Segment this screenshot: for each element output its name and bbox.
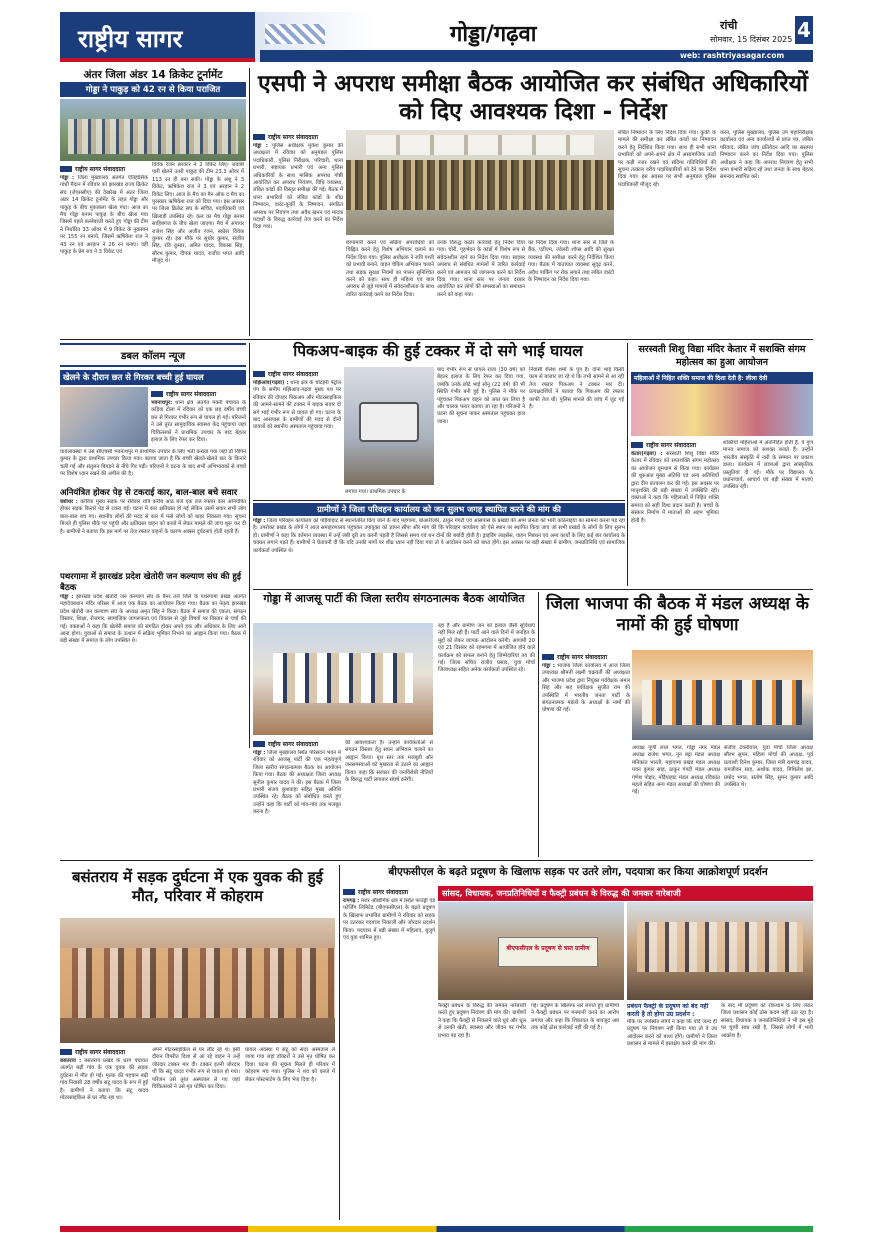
pickup-headline: पिकअप-बाइक की हुई टक्कर में दो सगे भाई घायल bbox=[293, 342, 583, 360]
girl-fall-headline: खेलने के दौरान छत से गिरकर बच्ची हुई घायल bbox=[60, 370, 246, 385]
cricket-headline: अंतर जिला अंडर 14 क्रिकेट टूर्नामेंट bbox=[83, 69, 223, 81]
ajsu-col-3: रहा है और ग्रामीण जन को इलाज जैसी सुविधाएं नहीं मिल रही हैं। पार्टी आने वाले दिनों में जनहित के मुद्दों को लेकर व्यापक आंदोलन करेगी। आगामी 20 एवं 21 दिसंबर को रहमगमा में आयोजित होने वाले कार्यक्रम को सफल बनाने हेतु जिम्मेदारियां तय की गईं। जिला सचिव राजीव प्रसाद, युवा मोर्चा जिलाध्यक्ष सहित अनेक कार्यकर्ता उपस्थित रहे। bbox=[438, 623, 535, 674]
cricket-body-1: जिला मुख्यालय अंतर्गत ऐतिहासिक गांधी मैदान में रविवार को झारखंड राज्य क्रिकेट संघ (जेएससीए) की देखरेख में अंतर जिला अंडर 14 क्रिकेट टूर्नामेंट के तहत गोड्डा और पाकुड़ के बीच मुकाबला खेला गया। आज का मैच गोड्डा बनाम पाकुड़ के बीच खेला गया जिसमें पहले बल्लेबाजी करते हुए गोड्डा की टीम ने निर्धारित 33 ओवर में 9 विकेट के नुकसान पर 155 रन बनाये, जिसमें ऋषिकेश राज ने 43 रन एवं अरहान ने 26 रन बनाए। वहीं पाकुड़ के प्रेम राय ने 3 विकेट एवं bbox=[60, 175, 148, 256]
footer-strip bbox=[60, 1226, 813, 1232]
sp-col-2: छापामारी करने एवं सक्रिय अपराधियों को चिह्नित करने हेतु विशेष अभियान चलाने का निर्देश दिया गया। पुलिस अधीक्षक ने रात्रि गश्ती को प्रभावी बनाने, वाहन चेकिंग अभियान चलाने तथा सड़क सुरक्षा नियमों का पालन सुनिश्चित करने को कहा। साथ ही महिला एवं बाल अपराध से जुड़े मामलों में संवेदनशीलता के साथ त्वरित कार्रवाई करने का निर्देश दिया। bbox=[346, 240, 434, 298]
khetori-headline: पथरगामा में झारखंड प्रदेश खेतोरी जन कल्याण संघ की हुई बैठक bbox=[60, 572, 242, 593]
pickup-col-1: राष्ट्रीय सागर संवाददाता मझिआंव(गढ़वा) : थाना क्षेत्र के चोटहरी पेट्रोल पंप के समीप मझिआंव-गढ़वा मुख्य पथ पर रविवार की दोपहर पिकअप और मोटरसाइकिल की आमने-सामने की टक्कर में बाइक सवार दो सगे भाई गंभीर रूप से घायल हो गए। घटना के बाद आसपास के ग्रामीणों की मदद से दोनों घायलों को स्थानीय अस्पताल पहुंचाया गया। bbox=[253, 371, 341, 431]
paper-name: राष्ट्रीय सागर bbox=[78, 24, 183, 53]
bjp-photo bbox=[632, 650, 813, 740]
bfcl-subhead-bar: सांसद, विधायक, जनप्रतिनिधियों व फैक्ट्री प्रबंधन के विरुद्ध की जमकर नारेबाजी bbox=[438, 886, 813, 901]
bfcl-rally-photo-2 bbox=[627, 902, 813, 1000]
transport-body: गोड्डा : जिला परिवहन कार्यालय को पोड़ैयाहाट से स्थानांतरित किए जाने के बाद महगामा, बोआरीजोर, ठाकुर गंगटी एवं आसपास के प्रखंडों की आम जनता को भारी कठिनाइयों का सामना करना पड़ रहा है। उपरोक्त प्रखंड के लोगों ने आज समाहरणालय पहुंचकर उपायुक्त को ज्ञापन सौंपा और मांग की कि परिवहन कार्यालय को ऐसे स्थान पर स्थापित किया जाए जो सभी प्रखंडों के लोगों के लिए सुलभ हो। ग्रामीणों ने कहा कि वर्तमान व्यवस्था में उन्हें लंबी दूरी तय करनी पड़ती है जिससे समय एवं धन दोनों की बर्बादी होती है। ड्राइविंग लाइसेंस, वाहन निबंधन एवं अन्य कार्यों के लिए कई बार कार्यालय के चक्कर लगाने पड़ते हैं। ग्रामीणों ने चेतावनी दी कि यदि उनकी मांगों पर शीघ्र ध्यान नहीं दिया गया तो वे आंदोलन करने को बाध्य होंगे। इस अवसर पर बड़ी संख्या में ग्रामीण, जनप्रतिनिधि एवं सामाजिक कार्यकर्ता उपस्थित थे। bbox=[253, 518, 625, 554]
transport-headline: ग्रामीणों ने जिला परिवहन कार्यालय को जन सुलभ जगह स्थापित करने की मांग की bbox=[253, 503, 625, 516]
sp-meeting-photo bbox=[346, 130, 614, 235]
page-number: 4 bbox=[795, 16, 813, 44]
sp-col-6: करने, पुलिस मुख्यालय, पुलिस उप महानिरीक्षक कार्यालय एवं अन्य कार्यालयों से प्राप्त पत्र, लंबित परिवाद, लंबित जांच प्रतिवेदन आदि का ससमय निष्पादन करने का निर्देश दिया गया। पुलिस अधीक्षक ने कहा कि अपराध नियंत्रण हेतु सभी थाना प्रभारी सक्रिय रहें तथा जनता के साथ बेहतर समन्वय स्थापित करें। bbox=[720, 130, 813, 181]
date: सोमवार, 15 दिसंबर 2025 bbox=[710, 35, 793, 44]
cricket-photo bbox=[60, 99, 246, 161]
city: रांची bbox=[720, 19, 738, 32]
bfcl-rally-photo bbox=[438, 902, 624, 1000]
dateline: गोड्डा : bbox=[60, 175, 75, 181]
sarasvati-bar: महिलाओं में निहित शक्ति समाज की दिशा देती है: लीला देवी bbox=[631, 372, 813, 384]
girl-fall-body: घायलावस्था में उसे सीएचसी भवनाथपुर में प्राथमिक उपचार के लिए भर्ती कराया गया जहां डॉ विपिन कुमार के द्वारा प्राथमिक उपचार किया गया। बताया जाता है कि बच्ची खेलते-खेलते छत के किनारे चली गई और संतुलन बिगड़ने से नीचे गिर पड़ी। परिजनों ने घटना के बाद सभी अभिभावकों से बच्चों पर विशेष ध्यान रखने की अपील की है। bbox=[60, 449, 246, 478]
sp-col-5: लंबित निष्पादन के लिए निर्देश दिया गया। कुर्की के मामले की समीक्षा कर लंबित कांडों का निष्पादन करने हेतु निर्देशित किया गया। साथ ही सभी थाना प्रभारियों को अपने-अपने क्षेत्र में असामाजिक तत्वों पर कड़ी नजर रखने एवं संदिग्ध गतिविधियों की सूचना तत्काल वरीय पदाधिकारियों को देने का निर्देश दिया गया। इस अवसर पर सभी अनुमंडल पुलिस पदाधिकारी मौजूद रहे। bbox=[618, 130, 716, 188]
cricket-body-2: विवेक रंजन सरकार ने 2 विकेट लिए। जवाबी पारी खेलने उतरी पाकुड़ की टीम 23.3 ओवर में 113 रन ही बना सकी। गोड्डा के अंशु ने 3 विकेट, ऋषिकेश राज ने 3 एवं अरहान ने 2 विकेट लिए। आज के मैच का मैन ऑफ द मैच का पुरस्कार ऋषिकेश राज को दिया गया। इस अवसर पर जिला क्रिकेट संघ के सचिव, पदाधिकारी एवं खिलाड़ी उपस्थित रहे। कल का मैच गोड्डा बनाम साहिबगंज के बीच खेला जाएगा। मैच में अंपायर राजेश सिंह और अजीत रंजन, स्कोरर विवेक कुमार रहे। इस मौके पर सुधीर कुमार, संजीव सिंह, रवि कुमार, अमित यादव, विकास सिंह, सौरभ कुमार, दीपक यादव, राजीव भगत आदि मौजूद थे। bbox=[152, 162, 244, 265]
double-column-news: डबल कॉलम न्यूज खेलने के दौरान छत से गिरकर बच्ची हुई घायल राष्ट्रीय सागर संवाददाता भवनाथपुर: थाना क्षेत्र अंतर्गत मकरी पंचायत के कड़िया टोला में रविवार को एक छह वर्षीय बच्ची छत से गिरकर गंभीर रूप से घायल हो गई। परिजनों ने उसे तुरंत सामुदायिक स्वास्थ्य केंद्र पहुंचाया जहां चिकित्सकों ने प्राथमिक उपचार के बाद बेहतर इलाज के लिए रेफर कर दिया। घायलावस्था में उसे सीएचसी भवनाथपुर में प्राथमिक उपचार के लिए भर्ती कराया गया जहां डॉ विपिन कुमार के द्वारा प्राथमिक उपचार किया गया। बताया जाता है कि बच्ची खेलते-खेलते छत के किनारे चली गई और संतुलन बिगड़ने से नीचे गिर पड़ी। परिजनों ने घटना के बाद सभी अभिभावकों से बच्चों पर विशेष ध्यान रखने की अपील की है। अनियंत्रित होकर पेड़ से टकराई कार, बाल-बाल बचे सवार बंशीधर : कोरिवा मुख्य सड़क पर रविवार रात्रि करीब आठ बजे एक तेज रफ्तार कार अनियंत्रित होकर सड़क किनारे पेड़ से टकरा गई। घटना में कार क्षतिग्रस्त हो गई लेकिन उसमें सवार सभी लोग बाल-बाल बच गए। स्थानीय लोगों की मदद से कार में फंसे लोगों को बाहर निकाला गया। सूचना मिलते ही पुलिस मौके पर पहुंची और क्षतिग्रस्त वाहन को कब्जे में लेकर मामले की जांच शुरू कर दी है। ग्रामीणों ने बताया कि इस मार्ग पर तेज रफ्तार वाहनों के कारण अक्सर दुर्घटनाएं होती रहती हैं। पथरगामा में झारखंड प्रदेश खेतोरी जन कल्याण संघ की हुई बैठक गोड्डा : झारखंड प्रदेश खेतोरी जन कल्याण संघ के बैनर तले जिले के पथरगामा प्रखंड अंतर्गत महादेवबथान मंदिर परिसर में आज एक बैठक का आयोजन किया गया। बैठक का नेतृत्व झारखंड प्रदेश खेतोरी जन कल्याण संघ के अध्यक्ष अमृत सिंह ने किया। बैठक में समाज की एकता, संगठन विस्तार, शिक्षा, रोजगार, सामाजिक जागरूकता एवं विकास से जुड़े विषयों पर विस्तार से चर्चा की गई। वक्ताओं ने कहा कि खेतोरी समाज को संगठित होकर अपने हक और अधिकार के लिए आगे आना होगा। युवाओं से समाज के उत्थान में सक्रिय भूमिका निभाने का आह्वान किया गया। बैठक में बड़ी संख्या में समाज के लोग उपस्थित थे। bbox=[60, 343, 246, 748]
accident-headline: बसंतराय में सड़क दुर्घटना में एक युवक की हुई मौत, परिवार में कोहराम bbox=[71, 868, 324, 905]
pickup-col-2: बाद गंभीर रूप से घायल राजा (30 वर्ष) को बेहतर इलाज के लिए रेफर कर दिया गया, जबकि उनके छोटे भाई सोनू (22 वर्ष) की भी स्थिति गंभीर बनी हुई है। पुलिस ने मौके पर पहुंचकर पिकअप वाहन को जब्त कर लिया है और चालक फरार बताया जा रहा है। परिजनों ने घटना की सूचना पाकर अस्पताल पहुंचकर हाल जाना। bbox=[437, 367, 525, 425]
bfcl-headline: बीएफसीएल के बढ़ते प्रदूषण के खिलाफ सड़क पर उतरे लोग, पदयात्रा कर किया आक्रोशपूर्ण प्रदर्शन bbox=[388, 866, 768, 878]
bjp-col-3: संजीव टेकरीवाल, युवा मोर्चा जिला अध्यक्ष सौरभ सुमन, महिला मोर्चा की अध्यक्ष, पूर्व प्रत्याशी दिनेश कुमार, जिला मंत्री रामचंद्र यादव, रामजीवन साह, अशोक यादव, मिथिलेश झा, प्रमोद भगत, संतोष सिंह, सुमन कुमार आदि उपस्थित थे। bbox=[724, 745, 813, 789]
bfcl-col-4: प्रबंधन फैक्ट्री के प्रदूषण को बंद नहीं करती है तो होगा उग्र प्रदर्शन : मौके पर उपस्थित लोगों ने कहा कि यदि जल्द ही प्रदूषण पर नियंत्रण नहीं किया गया तो वे उग्र आंदोलन करने को बाध्य होंगे। ग्रामीणों ने जिला प्रशासन से मामले में हस्तक्षेप करने की मांग की। bbox=[627, 1003, 717, 1048]
bfcl-subhead-2: प्रबंधन फैक्ट्री के प्रदूषण को बंद नहीं करती है तो होगा उग्र प्रदर्शन : bbox=[627, 1003, 709, 1018]
bfcl-col-2: फैक्ट्री प्रबंधन के विरुद्ध की जमकर नारेबाजी करते हुए प्रदूषण नियंत्रण की मांग की। ग्रामीणों ने कहा कि फैक्ट्री से निकलने वाले धुएं और धूल से उनकी खेती, स्वास्थ्य और जीवन पर गंभीर प्रभाव पड़ रहा है। bbox=[438, 1003, 526, 1039]
cricket-subhead: गोड्डा ने पाकुड़ को 42 रन से किया पराजित bbox=[60, 82, 246, 97]
sp-col-4: का निर्देश दिया गया। थाना स्तर से जिले के बैंक, एटीएम, ज्वेलरी शॉप्स आदि की सुरक्षा व्यवस्था की समीक्षा करने हेतु निर्देशित किया गया। बैठक में यातायात व्यवस्था सुदृढ़ करने, अवैध पार्किंग पर रोक लगाने तथा लंबित वारंटों के निष्पादन का निर्देश दिया गया। bbox=[528, 240, 614, 284]
paper-logo bbox=[60, 12, 255, 62]
bjp-col-2: अध्यक्ष पूर्णी लाल भगत, गोड्डा नगर मंडल अध्यक्ष राजेश भगत, नून बट्टा मंडल अध्यक्ष मनिकांत भारती, महागामा प्रखंड मंडल अध्यक्ष पवन कुमार साह, ठाकुर गंगटी मंडल अध्यक्ष गणेश पोद्दार, पोड़ैयाहाट मंडल अध्यक्ष रविकांत महतो सहित अन्य मंडल अध्यक्षों की घोषणा की गई। bbox=[632, 745, 720, 796]
girl-photo bbox=[60, 387, 148, 447]
sarasvati-col-2: शक्तियों महिलाओं में अंतर्निहित होती हैं, ये गुण मानव समाज को सशक्त बनाते हैं। उन्होंने भारतीय संस्कृति में नारी के सम्मान पर प्रकाश डाला। कार्यक्रम में छात्राओं द्वारा सांस्कृतिक प्रस्तुतियां दी गईं। मौके पर विद्यालय के प्रधानाचार्य, आचार्य एवं बड़ी संख्या में माताएं उपस्थित रहीं। bbox=[723, 440, 813, 491]
bfcl-col-5: के बाद भी प्रदूषण को रोकथाम के लिए लेकर जिला प्रशासन कोई ठोस कदम नहीं उठा रहा है। सांसद, विधायक व जनप्रतिनिधियों ने भी इस मुद्दे पर चुप्पी साध रखी है, जिससे लोगों में भारी आक्रोश है। bbox=[721, 1003, 813, 1039]
sarasvati-photo bbox=[631, 384, 813, 436]
accident-col-3: घायल अवस्था में संटू को सदर अस्पताल ले जाया गया जहां डॉक्टरों ने उसे मृत घोषित कर दिया। घटना की सूचना मिलते ही परिवार में कोहराम मच गया। पुलिस ने शव को कब्जे में लेकर पोस्टमार्टम के लिए भेज दिया है। bbox=[245, 1047, 335, 1083]
accident-col-1: राष्ट्रीय सागर संवाददाता बसंतराय : बसंतराय प्रखंड के धरग पंचायत अंतर्गत बढ़ी गांव के एक युवक की सड़क दुर्घटना में मौत हो गई। मृतक की पहचान बढ़ी गांव निवासी 28 वर्षीय संटू यादव के रूप में हुई है। ग्रामीणों ने बताया कि संटू यादव मोटरसाइकिल से घर लौट रहा था। bbox=[60, 1049, 148, 1102]
cricket-story bbox=[60, 68, 246, 373]
ajsu-headline: गोड्डा में आजसू पार्टी की जिला स्तरीय संगठनात्मक बैठक आयोजित bbox=[263, 592, 525, 605]
ajsu-col-2: की आवश्यकता है। उन्होंने कार्यकर्ताओं से संगठन विस्तार हेतु सघन अभियान चलाने का आह्वान किया। बूथ स्तर तक मजबूती और जनसमस्याओं को मुखरता से उठाने का आह्वान किया। कहा कि सरकार की जनविरोधी नीतियों के विरुद्ध पार्टी लगातार संघर्ष करेगी। bbox=[345, 740, 433, 784]
car-headline: अनियंत्रित होकर पेड़ से टकराई कार, बाल-बाल बचे सवार bbox=[60, 488, 238, 498]
sarasvati-col-1: राष्ट्रीय सागर संवाददाता केतार(गढ़वा) : सरस्वती शिशु विद्या मंदिर केतार में रविवार को सप्तशक्ति संगम महोत्सव का आयोजन धूमधाम से किया गया। कार्यक्रम की शुरुआत मुख्य अतिथि एवं अन्य अतिथियों द्वारा दीप प्रज्वलन कर की गई। इस अवसर पर मातृशक्ति की बड़ी संख्या में उपस्थिति रही। वक्ताओं ने कहा कि महिलाओं में निहित शक्ति समाज को सही दिशा प्रदान करती है। बच्चों के संस्कार निर्माण में माताओं की अहम भूमिका होती है। bbox=[631, 442, 719, 524]
double-column-label: डबल कॉलम न्यूज bbox=[60, 343, 246, 367]
bfcl-banner-text: बीएफसीएल के प्रदूषण से त्रस्त ग्रामीण bbox=[506, 945, 590, 952]
accident-col-2: अपने मोटरसाइकिल से घर लौट रहे थे। इसी दौरान विपरीत दिशा से आ रहे वाहन ने उन्हें जोरदार टक्कर मार दी। टक्कर इतनी जोरदार थी कि संटू यादव गंभीर रूप से घायल हो गया। परिजन उसे तुरंत अस्पताल ले गए जहां चिकित्सकों ने उसे मृत घोषित कर दिया। bbox=[152, 1047, 240, 1091]
bfcl-col-3: गई। प्रदूषण के खिलाफ नारे लगाते हुए ग्रामीणों ने फैक्ट्री प्रबंधन पर मनमानी करने का आरोप लगाया और कहा कि शिकायत के बावजूद अब तक कोई ठोस कार्रवाई नहीं की गई है। bbox=[531, 1003, 619, 1032]
accident-photo bbox=[60, 918, 335, 1043]
ajsu-col-1: राष्ट्रीय सागर संवाददाता गोड्डा : जिला मुख्यालय स्थित परिसदन भवन में रविवार को आजसू पार्टी की एक महत्वपूर्ण जिला स्तरीय संगठनात्मक बैठक का आयोजन किया गया। बैठक की अध्यक्षता जिला अध्यक्ष सुनील कुमार यादव ने की। इस बैठक में जिला प्रभारी संजय कुशवाहा सहित मुख्य अतिथि उपस्थित रहे। बैठक को संबोधित करते हुए उन्होंने कहा कि पार्टी को गांव-गांव तक मजबूत करना है। bbox=[253, 741, 341, 816]
section-title: गोड्डा/गढ़वा bbox=[450, 22, 537, 47]
bjp-col-1: राष्ट्रीय सागर संवाददाता गोड्डा : भाजपा जिला कार्यालय में आज जिला उपाध्यक्ष श्रीमती लक्ष्मी चक्रवर्ती की अध्यक्षता और भाजपा प्रदेश द्वारा नियुक्त पर्यवेक्षक अमल सिंह और सह पर्यवेक्षक सुजीत राम की उपस्थिति में भारतीय जनता पार्टी के संगठनात्मक मंडलों के अध्यक्षों के नामों की घोषणा की गई। bbox=[542, 654, 630, 714]
ajsu-photo bbox=[253, 623, 433, 735]
web-url[interactable]: web: rashtriyasagar.com bbox=[680, 51, 785, 60]
masthead bbox=[60, 12, 813, 62]
sp-col-3: उनके विरुद्ध कठोर कार्रवाई हेतु निर्देश दिया गया। चोरी, गृहभेदन के कांडों में विशेष रूप से संवेदनशील रहने का निर्देश दिया गया। साइबर अपराध से संबंधित मामलों में त्वरित कार्रवाई करने एवं आमजन को जागरूक करने का निर्देश दिया गया। थाना स्तर पर जनता दरबार आयोजित कर लोगों की समस्याओं का समाधान करने को कहा गया। bbox=[437, 240, 525, 298]
bfcl-col-1: राष्ट्रीय सागर संवाददाता रामगढ़ : मरार औद्योगिक क्षेत्र में स्थित फाउंड्री एंड फोर्जिंग लिमिटेड (बीएफसीएल) के बढ़ते प्रदूषण के खिलाफ प्रभावित ग्रामीणों ने रविवार को सड़क पर उतरकर पदयात्रा निकाली और जोरदार प्रदर्शन किया। पदयात्रा में बड़ी संख्या में महिलाएं, बुजुर्ग एवं युवा शामिल हुए। bbox=[343, 889, 435, 942]
sarasvati-headline: सरस्वती शिशु विद्या मंदिर केतार में सशक्ति संगम महोत्सव का हुआ आयोजन bbox=[638, 344, 806, 368]
pickup-col-3: निवासी शैलेश शर्मा के पुत्र हैं। दोनों भाई किसी काम से बाजार जा रहे थे कि तभी सामने से आ रही तेज रफ्तार पिकअप ने टक्कर मार दी। प्रत्यक्षदर्शियों ने बताया कि पिकअप की रफ्तार काफी तेज थी। पुलिस मामले की जांच में जुट गई है। bbox=[529, 367, 624, 411]
bjp-headline: जिला भाजपा की बैठक में मंडल अध्यक्ष के नामों की हुई घोषणा bbox=[546, 594, 809, 635]
pickup-photo bbox=[344, 367, 434, 485]
sp-headline: एसपी ने अपराध समीक्षा बैठक आयोजित कर संबंधित अधिकारियों को दिए आवश्यक दिशा - निर्देश bbox=[258, 71, 808, 125]
pickup-caption: लगाया गया। प्राथमिक उपचार के bbox=[345, 489, 406, 495]
sp-col-1: राष्ट्रीय सागर संवाददाता गोड्डा : पुलिस अधीक्षक मुकेश कुमार की अध्यक्षता में रविवार को अनुमंडल पुलिस पदाधिकारी, पुलिस निरीक्षक, परिचारी, थाना प्रभारी, सहायक प्रभारी एवं अन्य पुलिस अधिकारियों के साथ मासिक अपराध गोष्ठी आयोजित कर अपराध नियंत्रण, विधि व्यवस्था, लंबित कांडों की विस्तृत समीक्षा की गई। बैठक में थाना प्रभारियों को लंबित कांडों के शीघ्र निष्पादन, वारंट-कुर्की के निष्पादन, संगठित अपराध पर नियंत्रण तथा अवैध खनन एवं मादक पदार्थों के विरुद्ध कार्रवाई तेज करने का निर्देश दिया गया। bbox=[253, 134, 343, 231]
byline: राष्ट्रीय सागर संवाददाता bbox=[60, 165, 148, 173]
